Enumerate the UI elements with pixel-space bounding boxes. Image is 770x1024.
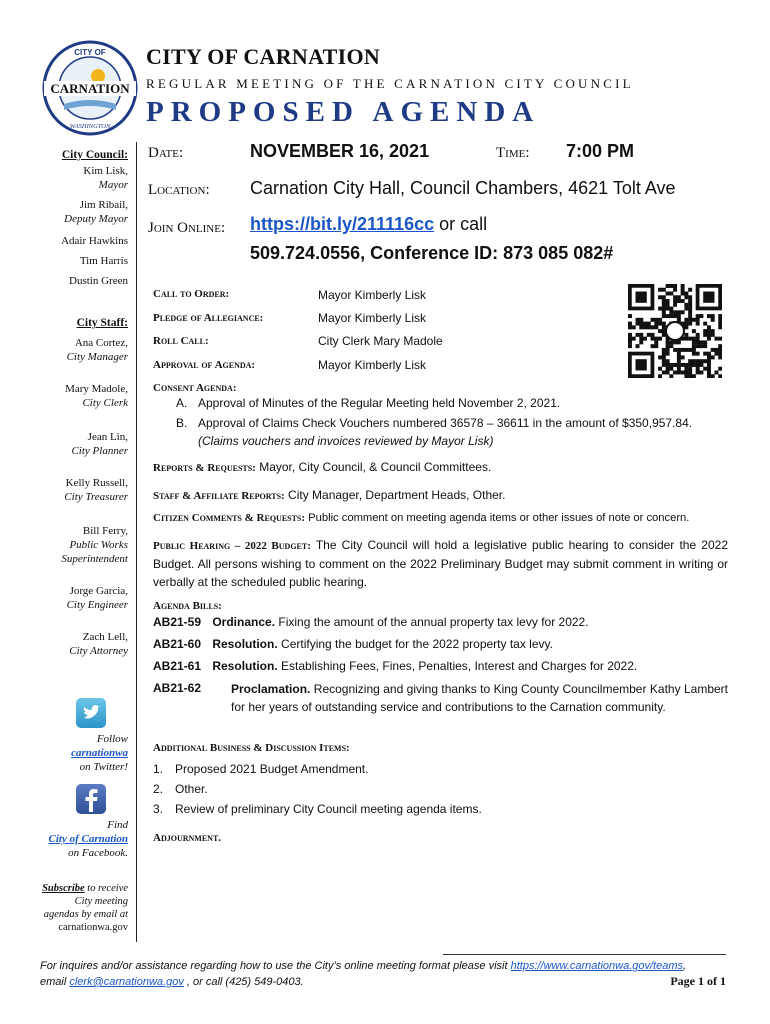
pledge-label: Pledge of Allegiance:	[153, 312, 264, 324]
twitter-follow-text: Follow carnationwa on Twitter!	[40, 732, 128, 774]
public-hearing: Public Hearing – 2022 Budget: The City Council will hold a legislative public hearing to consider the 2022 Budget. All persons wishing to comment on the 2022 Preliminary Budget may submit comment in writing or verbally at the scheduled public hearing.	[153, 538, 728, 589]
staff-member: Kelly Russell, City Treasurer	[64, 477, 128, 503]
additional-business-label: Additional Business & Discussion Items:	[153, 742, 350, 754]
additional-item: 1. Proposed 2021 Budget Amendment.	[153, 762, 369, 776]
location-label: Location:	[148, 182, 210, 198]
council-heading: City Council:	[61, 149, 128, 161]
council-member: Adair Hawkins	[61, 235, 128, 247]
pledge-value: Mayor Kimberly Lisk	[318, 311, 427, 325]
agenda-bill-62-text: Proclamation. Recognizing and giving thanks to King County Councilmember Kathy Lambert for her years of outstanding service and contributions to the Carnation community.	[231, 682, 729, 714]
citizen-comments: Citizen Comments & Requests: Public comment on meeting agenda items or other issues of note or concern.	[153, 512, 690, 524]
consent-item-a: Approval of Minutes of the Regular Meeting held November 2, 2021.	[198, 396, 561, 410]
meeting-location: Carnation City Hall, Council Chambers, 4621 Tolt Ave	[250, 178, 676, 198]
staff-member: Mary Madole, City Clerk	[65, 383, 128, 409]
additional-item: 3. Review of preliminary City Council meeting agenda items.	[153, 802, 482, 816]
page-number: Page 1 of 1	[670, 974, 726, 988]
agenda-bill: AB21-60 Resolution. Certifying the budget for the 2022 property tax levy.	[153, 637, 553, 651]
agenda-bills-label: Agenda Bills:	[153, 600, 222, 612]
reports-requests: Reports & Requests: Mayor, City Council, & Council Committees.	[153, 460, 492, 474]
agenda-bill: AB21-61 Resolution. Establishing Fees, Fines, Penalties, Interest and Charges for 2022.	[153, 659, 638, 673]
additional-item: 2. Other.	[153, 782, 208, 796]
svg-text:WASHINGTON: WASHINGTON	[69, 123, 111, 130]
subscribe-site: carnationwa.gov	[58, 922, 128, 933]
city-name: CITY OF CARNATION	[146, 44, 381, 69]
staff-member: Jean Lin, City Planner	[71, 431, 128, 457]
approval-agenda-value: Mayor Kimberly Lisk	[318, 358, 427, 372]
join-online-link[interactable]: https://bit.ly/211116cc	[250, 214, 435, 234]
council-member: Tim Harris	[79, 255, 128, 267]
roll-call-value: City Clerk Mary Madole	[318, 334, 443, 348]
call-to-order-label: Call to Order:	[153, 288, 230, 300]
svg-text:CITY OF: CITY OF	[74, 48, 106, 57]
council-member: Jim Ribail, Deputy Mayor	[64, 199, 128, 225]
clerk-email-link[interactable]: clerk@carnationwa.gov	[69, 976, 184, 988]
consent-item-b-marker: B.	[176, 416, 188, 430]
consent-item-b-note: (Claims vouchers and invoices reviewed by Mayor Lisk)	[198, 434, 494, 448]
agenda-bill: AB21-62	[153, 681, 202, 695]
subscribe-text: Subscribe to receive City meeting agendas by email at carnationwa.gov	[40, 882, 128, 934]
svg-text:CARNATION: CARNATION	[50, 81, 130, 96]
consent-item-b: Approval of Claims Check Vouchers numbered 36578 – 36611 in the amount of $350,957.84.	[198, 416, 693, 430]
facebook-page-link[interactable]: City of Carnation	[48, 833, 128, 845]
city-seal-logo	[40, 38, 140, 138]
facebook-icon[interactable]	[76, 784, 106, 814]
meeting-time: 7:00 PM	[566, 141, 635, 161]
facebook-find-text: Find City of Carnation on Facebook.	[40, 818, 128, 860]
agenda-bill: AB21-59 Ordinance. Fixing the amount of the annual property tax levy for 2022.	[153, 615, 589, 629]
time-label: Time:	[496, 145, 530, 161]
sidebar	[40, 142, 137, 942]
approval-agenda-label: Approval of Agenda:	[153, 359, 256, 371]
meeting-type-line: REGULAR MEETING OF THE CARNATION CITY COUNCIL	[146, 76, 634, 91]
twitter-handle-link[interactable]: carnationwa	[71, 747, 128, 759]
twitter-icon[interactable]	[76, 698, 106, 728]
consent-agenda-label: Consent Agenda:	[153, 382, 237, 394]
qr-code[interactable]	[628, 284, 722, 378]
join-online-label: Join Online:	[148, 220, 226, 236]
staff-member: Bill Ferry, Public Works Superintendent	[61, 525, 128, 565]
adjournment: Adjournment.	[153, 832, 222, 844]
staff-member: Zach Lell, City Attorney	[69, 631, 128, 657]
date-label: Date:	[148, 145, 184, 161]
staff-heading: City Staff:	[76, 317, 128, 329]
footer-note: For inquires and/or assistance regarding how to use the City’s online meeting format please visit https://www.carnationwa.gov/teams, email clerk@carnationwa.gov , or call (425) 549-0403.	[40, 960, 687, 988]
staff-member: Jorge Garcia, City Engineer	[66, 585, 128, 611]
call-to-order-value: Mayor Kimberly Lisk	[318, 288, 427, 302]
roll-call-label: Roll Call:	[153, 335, 209, 347]
staff-member: Ana Cortez, City Manager	[66, 337, 128, 363]
conference-phone: 509.724.0556, Conference ID: 873 085 082#	[250, 243, 614, 263]
footer-divider	[443, 954, 726, 955]
council-member: Kim Lisk, Mayor	[83, 165, 128, 191]
staff-affiliate-reports: Staff & Affiliate Reports: City Manager, Department Heads, Other.	[153, 488, 506, 502]
join-online: https://bit.ly/211116cc or call	[250, 214, 488, 234]
teams-link[interactable]: https://www.carnationwa.gov/teams	[510, 960, 684, 972]
meeting-date: NOVEMBER 16, 2021	[250, 141, 430, 161]
consent-item-a-marker: A.	[176, 396, 188, 410]
council-member: Dustin Green	[69, 275, 128, 287]
agenda-title: PROPOSED AGENDA	[146, 96, 541, 128]
